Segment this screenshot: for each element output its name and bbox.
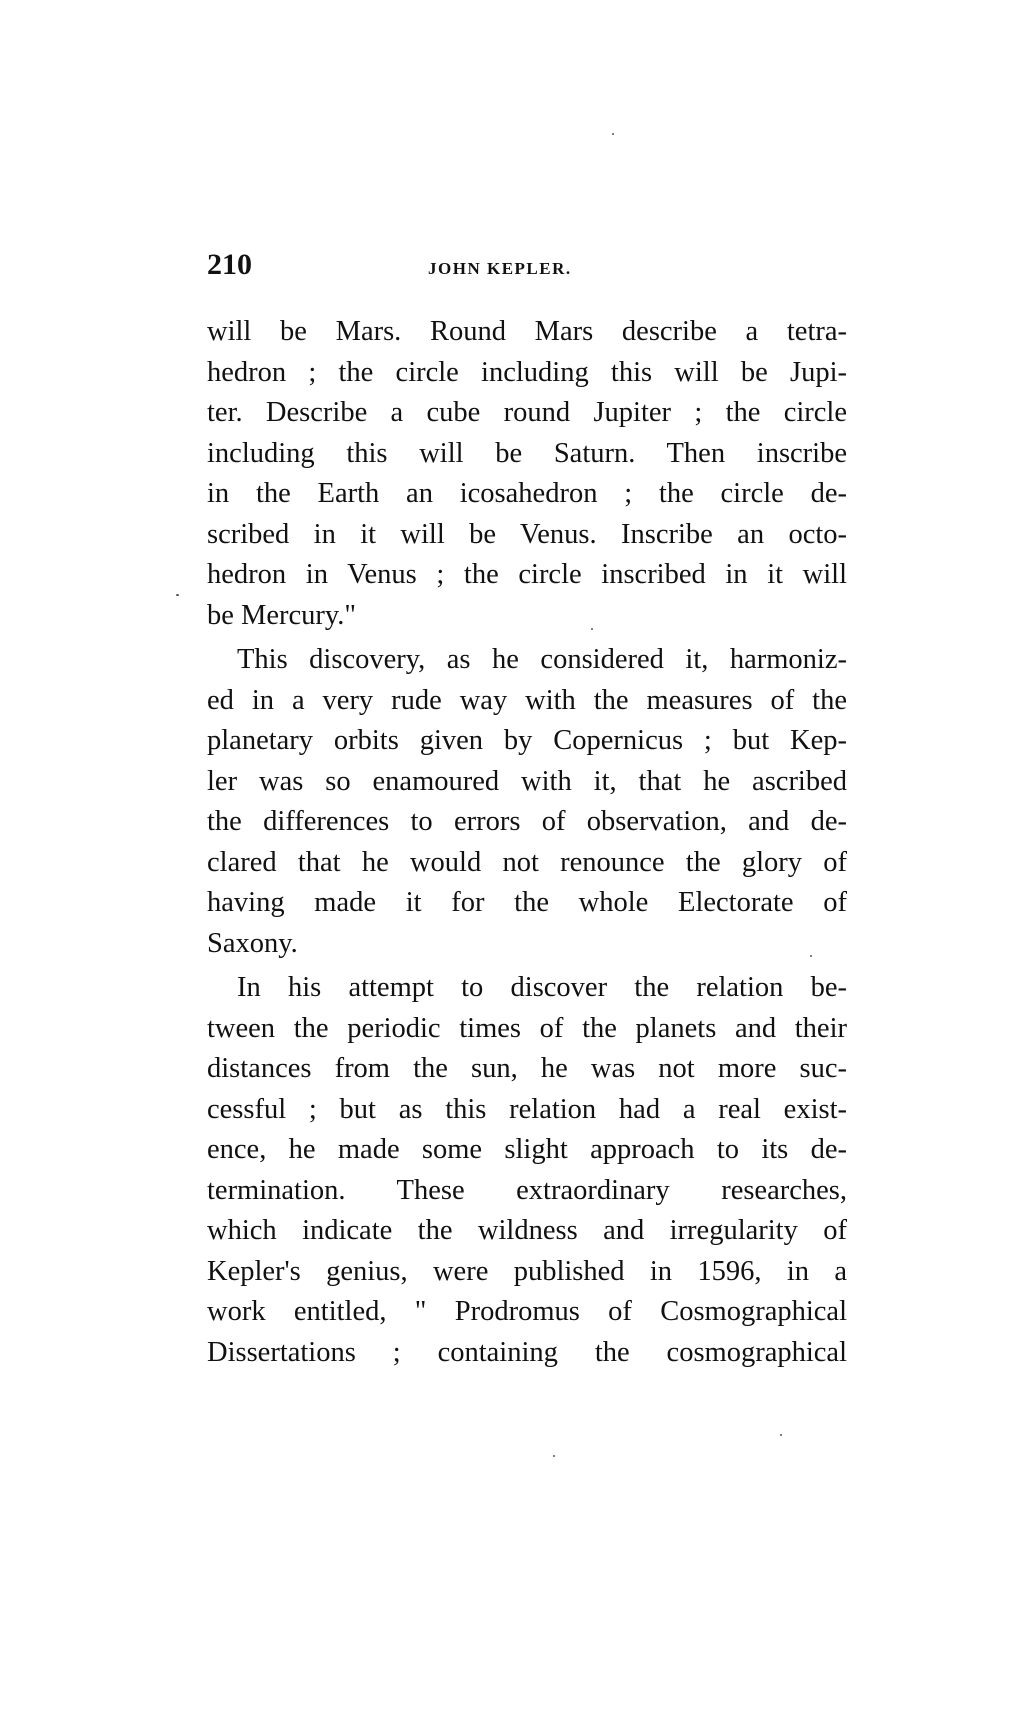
text-line: be Mercury." bbox=[207, 599, 357, 631]
text-line: the differences to errors of observation, and de- bbox=[207, 806, 847, 837]
scan-speck bbox=[591, 628, 593, 630]
text-line: Dissertations ; containing the cosmographical bbox=[207, 1336, 847, 1368]
text-line: Saxony. bbox=[207, 927, 298, 959]
text-line: Kepler's genius, were published in 1596, in a bbox=[207, 1255, 847, 1287]
text-line: cessful ; but as this relation had a real exist- bbox=[207, 1093, 847, 1125]
text-line: ed in a very rude way with the measures of the bbox=[207, 684, 847, 716]
scan-speck bbox=[780, 1434, 782, 1436]
text-line: hedron ; the circle including this will be Jupi- bbox=[207, 356, 847, 388]
text-line: ler was so enamoured with it, that he ascribed bbox=[207, 765, 847, 797]
text-line: tween the periodic times of the planets and their bbox=[207, 1012, 847, 1044]
text-line: in the Earth an icosahedron ; the circle de- bbox=[207, 478, 847, 509]
text-line: work entitled, " Prodromus of Cosmographical bbox=[207, 1296, 847, 1327]
scan-speck bbox=[612, 133, 614, 135]
text-line: This discovery, as he considered it, harmoniz- bbox=[237, 644, 847, 675]
scan-speck bbox=[553, 1455, 555, 1457]
text-line: distances from the sun, he was not more suc- bbox=[207, 1053, 847, 1084]
paragraph bbox=[207, 312, 847, 636]
text-line: In his attempt to discover the relation be- bbox=[237, 972, 847, 1003]
text-line: scribed in it will be Venus. Inscribe an octo- bbox=[207, 518, 847, 550]
page-header bbox=[207, 248, 847, 288]
text-line: including this will be Saturn. Then inscribe bbox=[207, 437, 847, 469]
text-line: will be Mars. Round Mars describe a tetra- bbox=[207, 316, 847, 347]
running-head: JOHN KEPLER. bbox=[428, 259, 572, 278]
scan-speck bbox=[176, 594, 179, 596]
body-text bbox=[207, 312, 847, 1373]
text-line: hedron in Venus ; the circle inscribed in it will bbox=[207, 559, 847, 590]
text-line: clared that he would not renounce the glory of bbox=[207, 846, 847, 878]
text-line: which indicate the wildness and irregularity of bbox=[207, 1215, 847, 1246]
text-line: planetary orbits given by Copernicus ; but Kep- bbox=[207, 725, 847, 756]
text-line: ence, he made some slight approach to its de- bbox=[207, 1134, 847, 1165]
text-line: ter. Describe a cube round Jupiter ; the circle bbox=[207, 397, 847, 428]
paragraph bbox=[207, 968, 847, 1373]
text-line: having made it for the whole Electorate of bbox=[207, 887, 847, 918]
page-number: 210 bbox=[207, 248, 252, 281]
scan-speck bbox=[810, 955, 812, 957]
text-line: termination. These extraordinary researches, bbox=[207, 1174, 847, 1206]
paragraph bbox=[207, 640, 847, 964]
